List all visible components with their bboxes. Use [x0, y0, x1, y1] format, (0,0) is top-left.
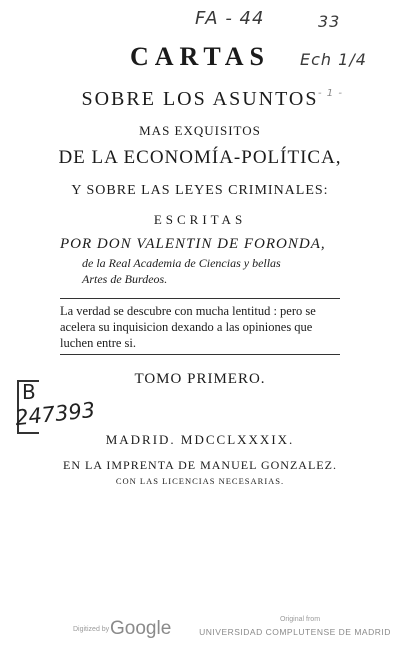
affiliation-line-2: Artes de Burdeos.	[82, 272, 168, 286]
divider-bottom	[60, 354, 340, 355]
imprint-printer: EN LA IMPRENTA DE MANUEL GONZALEZ.	[63, 458, 337, 472]
affiliation-line-1: de la Real Academia de Ciencias y bellas	[82, 256, 281, 270]
book-title: CARTAS	[129, 42, 271, 71]
handwritten-mark: - 1 -	[318, 88, 343, 99]
google-logo: Google	[110, 618, 172, 639]
escritas-label: ESCRITAS	[153, 212, 247, 227]
subtitle-line-1: SOBRE LOS ASUNTOS	[81, 88, 319, 110]
subtitle-line-2: MAS EXQUISITOS	[139, 123, 261, 138]
imprint-place-date: MADRID. MDCCLXXXIX.	[105, 432, 295, 447]
digitized-by-label: Digitized by	[73, 626, 110, 633]
imprint-license: CON LAS LICENCIAS NECESARIAS.	[115, 476, 285, 486]
divider-top	[60, 298, 340, 299]
handwritten-shelfmark: FA - 44	[195, 8, 265, 29]
handwritten-number: 33	[318, 12, 341, 31]
original-from-label: Original from	[279, 616, 321, 623]
volume-label: TOMO PRIMERO.	[134, 371, 266, 387]
subtitle-line-3: DE LA ECONOMÍA-POLÍTICA,	[58, 147, 342, 168]
library-stamp-letter: B	[22, 380, 36, 404]
university-label: UNIVERSIDAD COMPLUTENSE DE MADRID	[199, 627, 391, 637]
handwritten-note: Ech 1/4	[300, 50, 367, 69]
author-line: POR DON VALENTIN DE FORONDA,	[60, 236, 326, 252]
library-stamp-number: 247393	[13, 397, 97, 431]
subtitle-line-4: Y SOBRE LAS LEYES CRIMINALES:	[71, 183, 329, 198]
epigraph: La verdad se descubre con mucha lentitud : pero se acelera su inquisicion dexando a las opiniones que luchen entre si.	[60, 304, 316, 350]
